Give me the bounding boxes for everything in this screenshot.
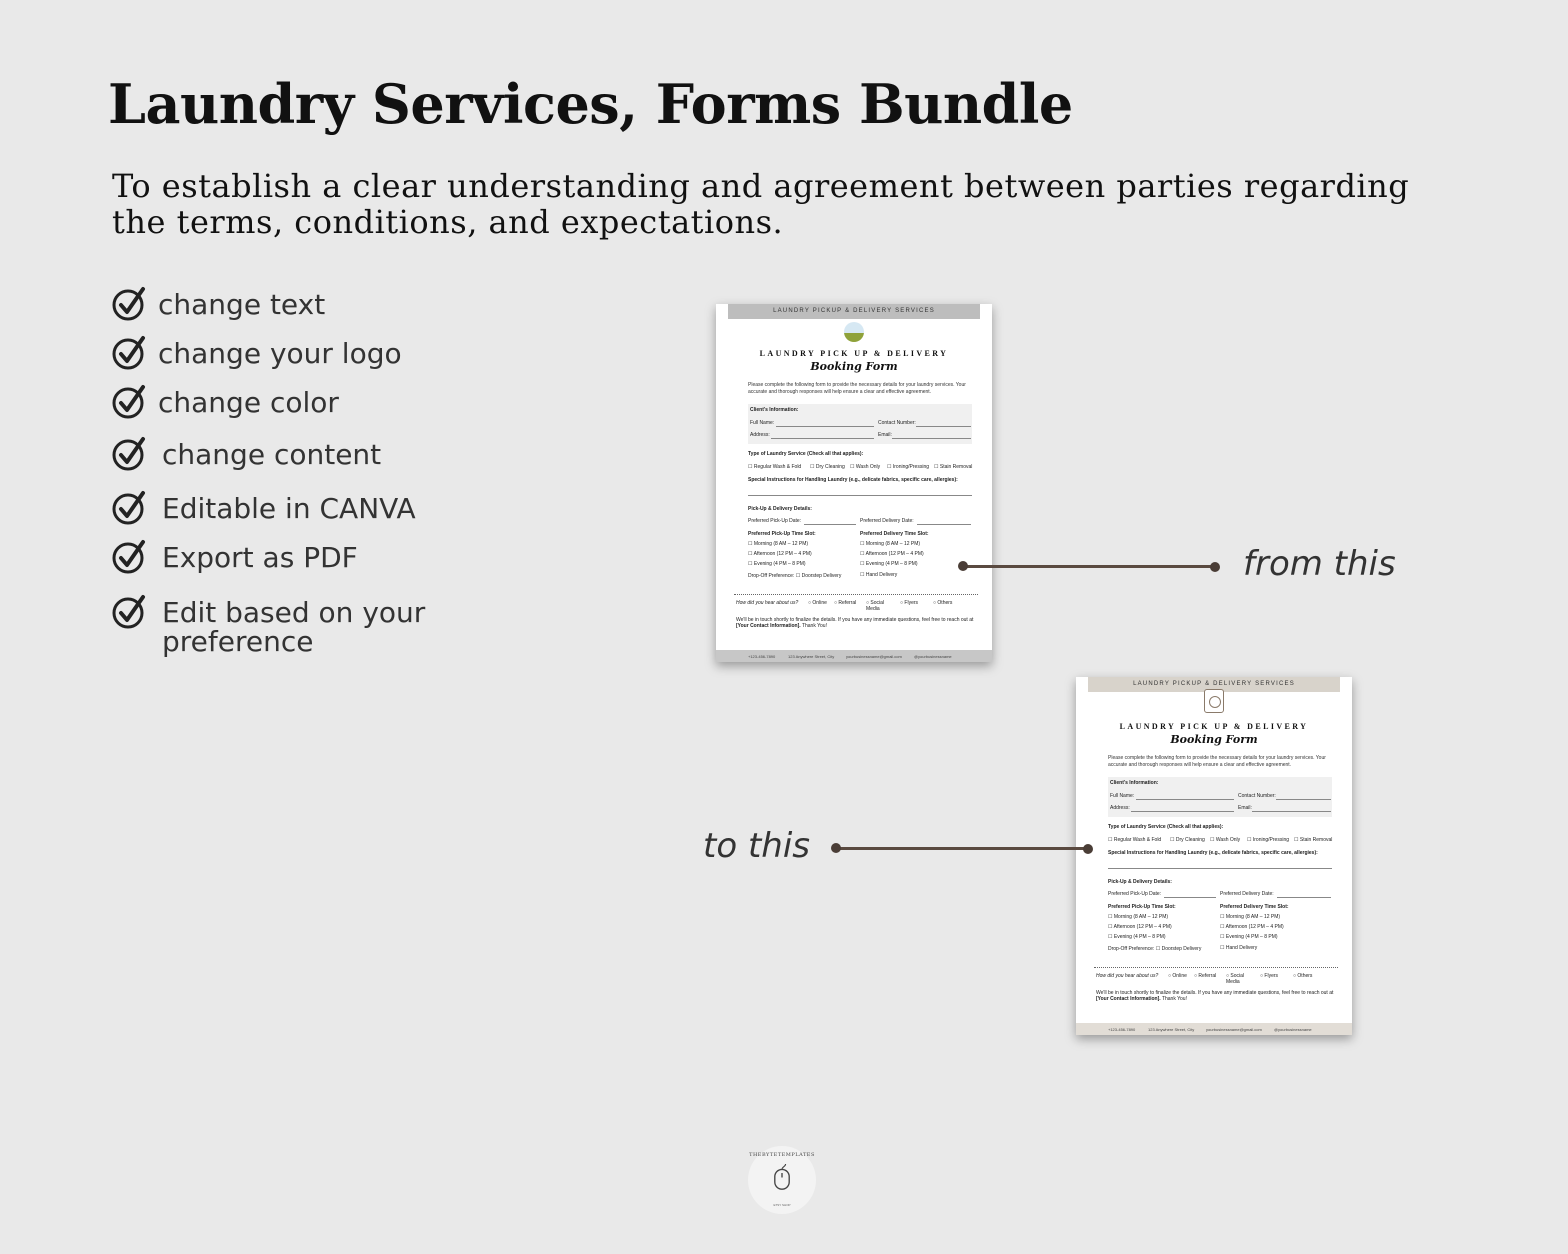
footer-email: yourbusinessname@gmail.com <box>846 654 902 659</box>
check-circle-icon <box>112 436 148 472</box>
address-line <box>771 438 874 439</box>
contact-label: Contact Number: <box>1238 793 1276 799</box>
pickup-date-line <box>804 524 856 525</box>
client-heading: Client's Information: <box>1110 780 1159 786</box>
feature-label: Export as PDF <box>162 541 358 574</box>
to-connector-dot-left <box>831 843 841 853</box>
service-heading: Type of Laundry Service (Check all that applies): <box>1108 824 1224 830</box>
service-option: ☐ Ironing/Pressing <box>1247 837 1290 843</box>
washing-machine-icon <box>1204 689 1224 713</box>
service-option: ☐ Ironing/Pressing <box>887 464 930 470</box>
full-name-label: Full Name: <box>750 420 775 426</box>
hear-option: ○ Social Media <box>1226 973 1245 985</box>
delivery-date-label: Preferred Delivery Date: <box>1220 891 1274 897</box>
form-preview-after <box>1076 677 1352 1035</box>
check-circle-icon <box>112 384 148 420</box>
pickup-date-label: Preferred Pick-Up Date: <box>748 518 802 524</box>
feature-label: change content <box>162 438 382 471</box>
from-connector-line <box>963 565 1215 568</box>
special-line <box>1108 868 1332 869</box>
service-option: ☐ Dry Cleaning <box>810 464 845 470</box>
dotted-divider <box>734 594 978 595</box>
pickup-slot-option: ☐ Evening (4 PM – 8 PM) <box>1108 934 1166 940</box>
hear-option: ○ Online <box>808 600 827 606</box>
address-label: Address: <box>750 432 770 438</box>
form-title: LAUNDRY PICK UP & DELIVERY <box>759 349 949 358</box>
email-label: Email: <box>878 432 892 438</box>
feature-label: change color <box>158 386 339 419</box>
check-circle-icon <box>112 335 148 371</box>
delivery-date-line <box>1277 897 1331 898</box>
special-instructions: Special Instructions for Handling Laundry (e.g., delicate fabrics, specific care, allergies): <box>748 477 958 483</box>
contact-line <box>916 426 971 427</box>
service-option: ☐ Regular Wash & Fold <box>1108 837 1162 843</box>
delivery-slot-option: ☐ Evening (4 PM – 8 PM) <box>1220 934 1278 940</box>
service-option: ☐ Stain Removal <box>934 464 973 470</box>
form-intro: Please complete the following form to provide the necessary details for your laundry services. Your accurate and thorough responses will help ensure a clear and effective agreement. <box>748 382 966 395</box>
pickup-date-label: Preferred Pick-Up Date: <box>1108 891 1162 897</box>
landscape-logo-icon <box>844 322 864 342</box>
to-connector-dot-right <box>1083 844 1093 854</box>
hand-delivery-option: ☐ Hand Delivery <box>860 572 898 578</box>
hand-delivery-option: ☐ Hand Delivery <box>1220 945 1258 951</box>
footer-phone: +123-456-7890 <box>748 654 776 659</box>
delivery-date-label: Preferred Delivery Date: <box>860 518 914 524</box>
email-line <box>1252 811 1331 812</box>
pickup-slot-heading: Preferred Pick-Up Time Slot: <box>1108 904 1176 910</box>
brand-logo <box>748 1146 816 1214</box>
feature-item <box>112 594 462 656</box>
check-circle-icon <box>112 594 148 630</box>
pickup-slot-option: ☐ Afternoon (12 PM – 4 PM) <box>1108 924 1172 930</box>
pickup-slot-option: ☐ Morning (8 AM – 12 PM) <box>748 541 809 547</box>
service-option: ☐ Dry Cleaning <box>1170 837 1205 843</box>
form-script-title: Booking Form <box>810 360 898 373</box>
hear-option: ○ Others <box>933 600 953 606</box>
delivery-date-line <box>917 524 971 525</box>
feature-item <box>112 286 325 322</box>
mouse-icon <box>773 1164 791 1191</box>
service-heading: Type of Laundry Service (Check all that applies): <box>748 451 864 457</box>
footer-address: 123 Anywhere Street, City <box>1148 1027 1195 1032</box>
brand-name: THEBYTETEMPLATES <box>749 1152 815 1158</box>
pickup-slot-option: ☐ Evening (4 PM – 8 PM) <box>748 561 806 567</box>
full-name-label: Full Name: <box>1110 793 1135 799</box>
check-circle-icon <box>112 286 148 322</box>
feature-label: Editable in CANVA <box>162 492 416 525</box>
footer-address: 123 Anywhere Street, City <box>788 654 835 659</box>
service-option: ☐ Wash Only <box>850 464 881 470</box>
delivery-slot-heading: Preferred Delivery Time Slot: <box>1220 904 1289 910</box>
closing-text: We'll be in touch shortly to finalize the details. If you have any immediate questions, feel free to reach out at [Your Contact Information]. Thank You! <box>736 617 974 629</box>
feature-item <box>112 335 402 371</box>
pickup-slot-option: ☐ Afternoon (12 PM – 4 PM) <box>748 551 812 557</box>
hear-option: ○ Social Media <box>866 600 885 612</box>
delivery-slot-heading: Preferred Delivery Time Slot: <box>860 531 929 537</box>
service-option: ☐ Regular Wash & Fold <box>748 464 802 470</box>
footer-phone: +123-456-7890 <box>1108 1027 1136 1032</box>
hear-option: ○ Others <box>1293 973 1313 979</box>
from-this-label: from this <box>1243 544 1396 584</box>
hear-label: How did you hear about us? <box>736 600 799 606</box>
service-option: ☐ Wash Only <box>1210 837 1241 843</box>
page-subtitle: To establish a clear understanding and agreement between parties regarding the terms, conditions, and expectations. <box>112 167 1410 241</box>
form-footer <box>1076 1023 1352 1035</box>
form-preview-before <box>716 304 992 662</box>
form-script-title: Booking Form <box>1170 733 1258 746</box>
dropoff-label: Drop-Off Preference: ☐ Doorstep Delivery <box>1108 946 1202 952</box>
hear-option: ○ Flyers <box>1260 973 1279 979</box>
feature-item <box>112 490 416 526</box>
brand-tagline: ETSY SHOP <box>773 1203 791 1207</box>
footer-handle: @yourbusinessname <box>1274 1027 1312 1032</box>
special-instructions: Special Instructions for Handling Laundry (e.g., delicate fabrics, specific care, allergies): <box>1108 850 1318 856</box>
contact-label: Contact Number: <box>878 420 916 426</box>
hear-option: ○ Online <box>1168 973 1187 979</box>
pickup-slot-heading: Preferred Pick-Up Time Slot: <box>748 531 816 537</box>
closing-text: We'll be in touch shortly to finalize the details. If you have any immediate questions, feel free to reach out at [Your Contact Information]. Thank You! <box>1096 990 1334 1002</box>
hear-option: ○ Referral <box>1194 973 1217 979</box>
full-name-line <box>1136 799 1234 800</box>
feature-item <box>112 539 358 575</box>
form-footer <box>716 650 992 662</box>
hear-option: ○ Referral <box>834 600 857 606</box>
special-line <box>748 495 972 496</box>
from-connector-dot-left <box>958 561 968 571</box>
pickup-date-line <box>1164 897 1216 898</box>
page-title: Laundry Services, Forms Bundle <box>108 72 1073 136</box>
pickup-slot-option: ☐ Morning (8 AM – 12 PM) <box>1108 914 1169 920</box>
form-title: LAUNDRY PICK UP & DELIVERY <box>1119 722 1309 731</box>
contact-line <box>1276 799 1331 800</box>
delivery-slot-option: ☐ Evening (4 PM – 8 PM) <box>860 561 918 567</box>
footer-handle: @yourbusinessname <box>914 654 952 659</box>
email-label: Email: <box>1238 805 1252 811</box>
delivery-slot-option: ☐ Afternoon (12 PM – 4 PM) <box>860 551 924 557</box>
email-line <box>892 438 971 439</box>
service-option: ☐ Stain Removal <box>1294 837 1333 843</box>
client-heading: Client's Information: <box>750 407 799 413</box>
pickup-heading: Pick-Up & Delivery Details: <box>748 506 812 512</box>
form-top-bar: LAUNDRY PICKUP & DELIVERY SERVICES <box>1088 677 1340 692</box>
from-connector-dot-right <box>1210 562 1220 572</box>
delivery-slot-option: ☐ Morning (8 AM – 12 PM) <box>1220 914 1281 920</box>
full-name-line <box>776 426 874 427</box>
to-this-label: to this <box>703 826 810 866</box>
address-label: Address: <box>1110 805 1130 811</box>
hear-label: How did you hear about us? <box>1096 973 1159 979</box>
check-circle-icon <box>112 490 148 526</box>
delivery-slot-option: ☐ Afternoon (12 PM – 4 PM) <box>1220 924 1284 930</box>
dotted-divider <box>1094 967 1338 968</box>
delivery-slot-option: ☐ Morning (8 AM – 12 PM) <box>860 541 921 547</box>
feature-label: change text <box>158 288 326 321</box>
to-connector-line <box>836 847 1089 850</box>
form-top-bar: LAUNDRY PICKUP & DELIVERY SERVICES <box>728 304 980 319</box>
check-circle-icon <box>112 539 148 575</box>
address-line <box>1131 811 1234 812</box>
feature-label: Edit based on your preference <box>162 596 426 658</box>
form-intro: Please complete the following form to provide the necessary details for your laundry services. Your accurate and thorough responses will help ensure a clear and effective agreement. <box>1108 755 1326 768</box>
footer-email: yourbusinessname@gmail.com <box>1206 1027 1262 1032</box>
dropoff-label: Drop-Off Preference: ☐ Doorstep Delivery <box>748 573 842 579</box>
feature-item <box>112 436 381 472</box>
hear-option: ○ Flyers <box>900 600 919 606</box>
pickup-heading: Pick-Up & Delivery Details: <box>1108 879 1172 885</box>
feature-label: change your logo <box>158 337 402 370</box>
feature-item <box>112 384 339 420</box>
